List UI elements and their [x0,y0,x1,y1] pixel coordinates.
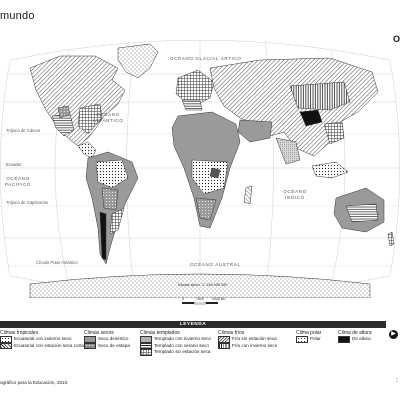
legend-header: LEYENDA [0,321,386,328]
legend-item: Ecuatorial con invierno seco [0,336,84,343]
scale-tick-1: 1500 [196,297,204,301]
next-arrow-icon[interactable]: ▶ [389,330,398,339]
legend-group-cold [218,330,277,349]
legend-group-title: Climas secos [84,330,114,336]
page-title: mundo [0,10,35,22]
legend-item: Ecuatorial con estación seca corta [0,343,84,350]
label-tropic-capricorn: Trópico de Capricornio [6,200,49,205]
greenland [118,44,158,78]
legend-item: Templado con verano seco [140,343,211,350]
label-arctic-ocean: OCÉANO GLACIAL ÁRTICO [170,56,242,61]
label-tropic-cancer: Trópico de Cáncer [6,128,41,133]
label-antarctic-circle: Círculo Polar Antártico [36,260,78,265]
footer-logo-mark: ▪▪ ▪▪ [396,377,398,383]
label-indian-2: ÍNDICO [285,195,305,200]
label-indian-1: OCÉANO [283,189,307,194]
swatch-tropical-diag [0,343,12,350]
legend-group-dry [84,330,130,349]
label-pacific-2: PACÍFICO [4,182,32,187]
swatch-cold-vlines [218,343,230,350]
footer-source: ográfico para la Educación, 2010. [0,380,69,385]
legend-group-title: Clima de altura [338,330,372,336]
scale-label: Escala aprox. 1: 145 000 000 [178,283,228,287]
continents [30,44,394,298]
label-southern-ocean: OCÉANO AUSTRAL [190,262,241,267]
legend-item: De altura [338,336,372,343]
label-equator: Ecuador [6,162,22,167]
legend-group-polar [296,330,321,343]
legend-group-title: Climas tropicales [0,330,39,336]
world-climate-map [0,38,400,298]
scale-bar [176,302,224,318]
legend-item: Templado sin estación seca [140,349,211,356]
corner-letter: O [392,34,400,44]
swatch-altitude [338,336,350,343]
legend-item: Frío con invierno seco [218,343,277,350]
north-america [30,56,125,146]
scale-tick-2: 3000 km [212,297,226,301]
swatch-temp-cross [140,349,152,356]
scale-tick-0: 0 [182,297,184,301]
legend-item: Seco de estepa [84,343,130,350]
europe [176,70,214,104]
label-atlantic-2: ATLÁNTICO [92,118,124,123]
legend-group-title: Clima polar [296,330,322,336]
legend-group-altitude [338,330,372,343]
legend-group-temperate [140,330,211,356]
legend-group-tropical [0,330,84,349]
legend-group-title: Climas templados [140,330,180,336]
legend-item: Templado con invierno seco [140,336,211,343]
legend-item: Frío sin estación seca [218,336,277,343]
legend [0,321,386,361]
label-pacific-1: OCÉANO [6,176,30,181]
label-atlantic-1: OCÉANO [96,112,120,117]
swatch-dry-steppe [84,343,96,350]
swatch-polar [296,336,308,343]
legend-item: Seco desértico [84,336,130,343]
legend-group-title: Climas fríos [218,330,245,336]
legend-item: Polar [296,336,321,343]
